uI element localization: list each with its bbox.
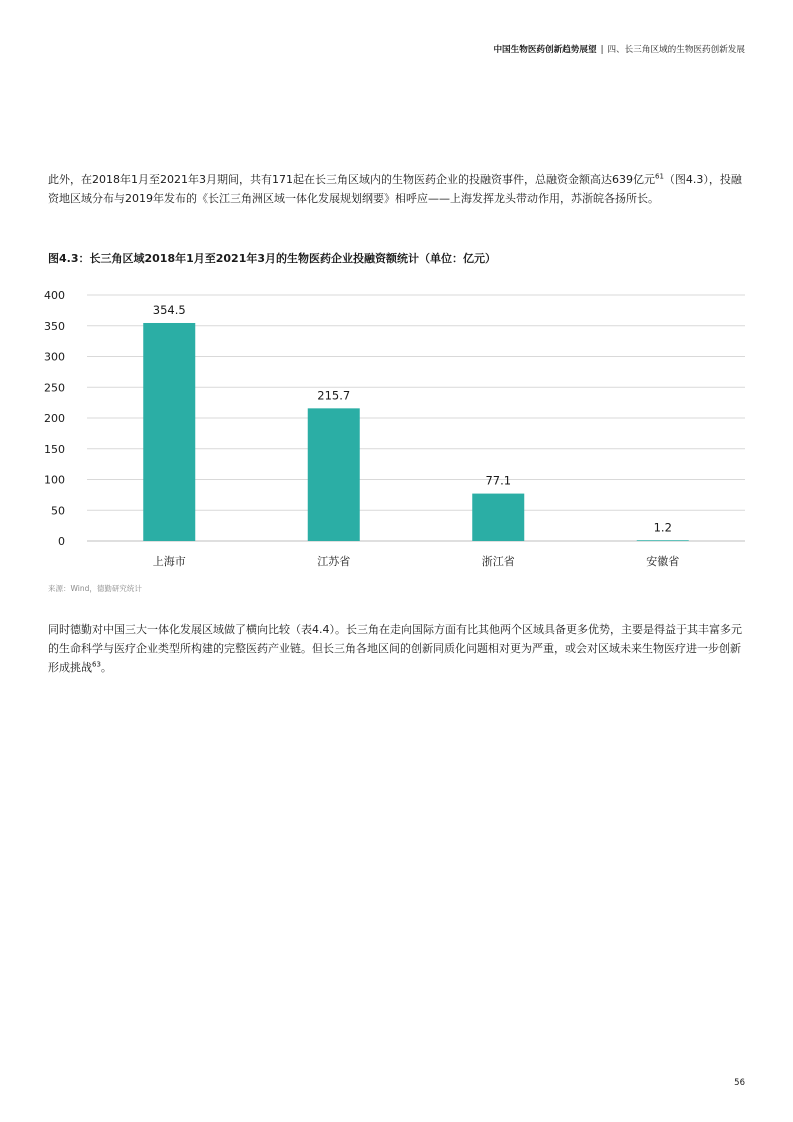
y-tick-label: 400: [44, 289, 65, 302]
y-tick-label: 100: [44, 473, 65, 487]
y-tick-label: 250: [44, 381, 65, 395]
x-tick-label: 浙江省: [481, 555, 515, 568]
bar-2: [472, 494, 524, 541]
footnote-ref-61[interactable]: 61: [654, 172, 664, 181]
page-number: 56: [734, 1078, 745, 1088]
y-tick-label: 300: [44, 350, 65, 364]
x-tick-label: 安徽省: [646, 555, 680, 568]
figure-source: 来源：Wind，德勤研究统计: [48, 584, 142, 593]
page-header: [493, 43, 745, 55]
x-axis-ticks: [153, 554, 680, 568]
paragraph-2: [48, 620, 746, 677]
y-tick-label: 50: [51, 504, 65, 518]
figure-title: 图4.3：长三角区域2018年1月至2021年3月的生物医药企业投融资额统计（单位：亿元）: [48, 252, 497, 265]
paragraph-2-text-after: 。: [100, 661, 112, 674]
y-tick-label: 200: [44, 412, 65, 425]
header-report-title: 中国生物医药创新趋势展望: [493, 45, 597, 55]
paragraph-1-text-after: （图4.3），投融资地区域分布与2019年发布的《长江三角洲区域一体化发展规划纲要》相呼应——上海发挥龙头带动作用，苏浙皖各扬所长。: [48, 173, 742, 205]
chart-bars: [143, 323, 689, 541]
y-tick-label: 150: [44, 442, 65, 456]
footnote-ref-63[interactable]: 63: [92, 660, 101, 669]
paragraph-1: [48, 170, 746, 208]
bar-value-labels: [153, 303, 672, 534]
bar-value-label: 1.2: [653, 520, 672, 535]
bar-3: [637, 540, 689, 541]
paragraph-2-text: 同时德勤对中国三大一体化发展区域做了横向比较（表4.4）。长三角在走向国际方面有比其他两个区域具备更多优势，主要是得益于其丰富多元的生命科学与医疗企业类型所构建的完整医药产业链。但长三角各地区间的创新同质化问题相对更为严重，或会对区域未来生物医疗进一步创新形成挑战: [48, 623, 742, 674]
x-tick-label: 江苏省: [317, 555, 351, 568]
bar-value-label: 354.5: [152, 302, 186, 317]
x-tick-label: 上海市: [152, 555, 186, 568]
bar-value-label: 215.7: [317, 388, 351, 403]
paragraph-1-text: 此外，在2018年1月至2021年3月期间，共有171起在长三角区域内的生物医药企业的投融资事件，总融资金额高达639亿元: [48, 173, 655, 186]
bar-0: [143, 323, 195, 541]
header-section: 四、长三角区域的生物医药创新发展: [607, 45, 745, 55]
bar-chart: [30, 280, 760, 578]
bar-1: [308, 408, 360, 541]
y-tick-label: 0: [58, 535, 65, 548]
header-separator: |: [600, 45, 604, 55]
bar-value-label: 77.1: [485, 473, 512, 488]
y-tick-label: 350: [44, 319, 65, 333]
y-axis-ticks: [44, 289, 65, 548]
